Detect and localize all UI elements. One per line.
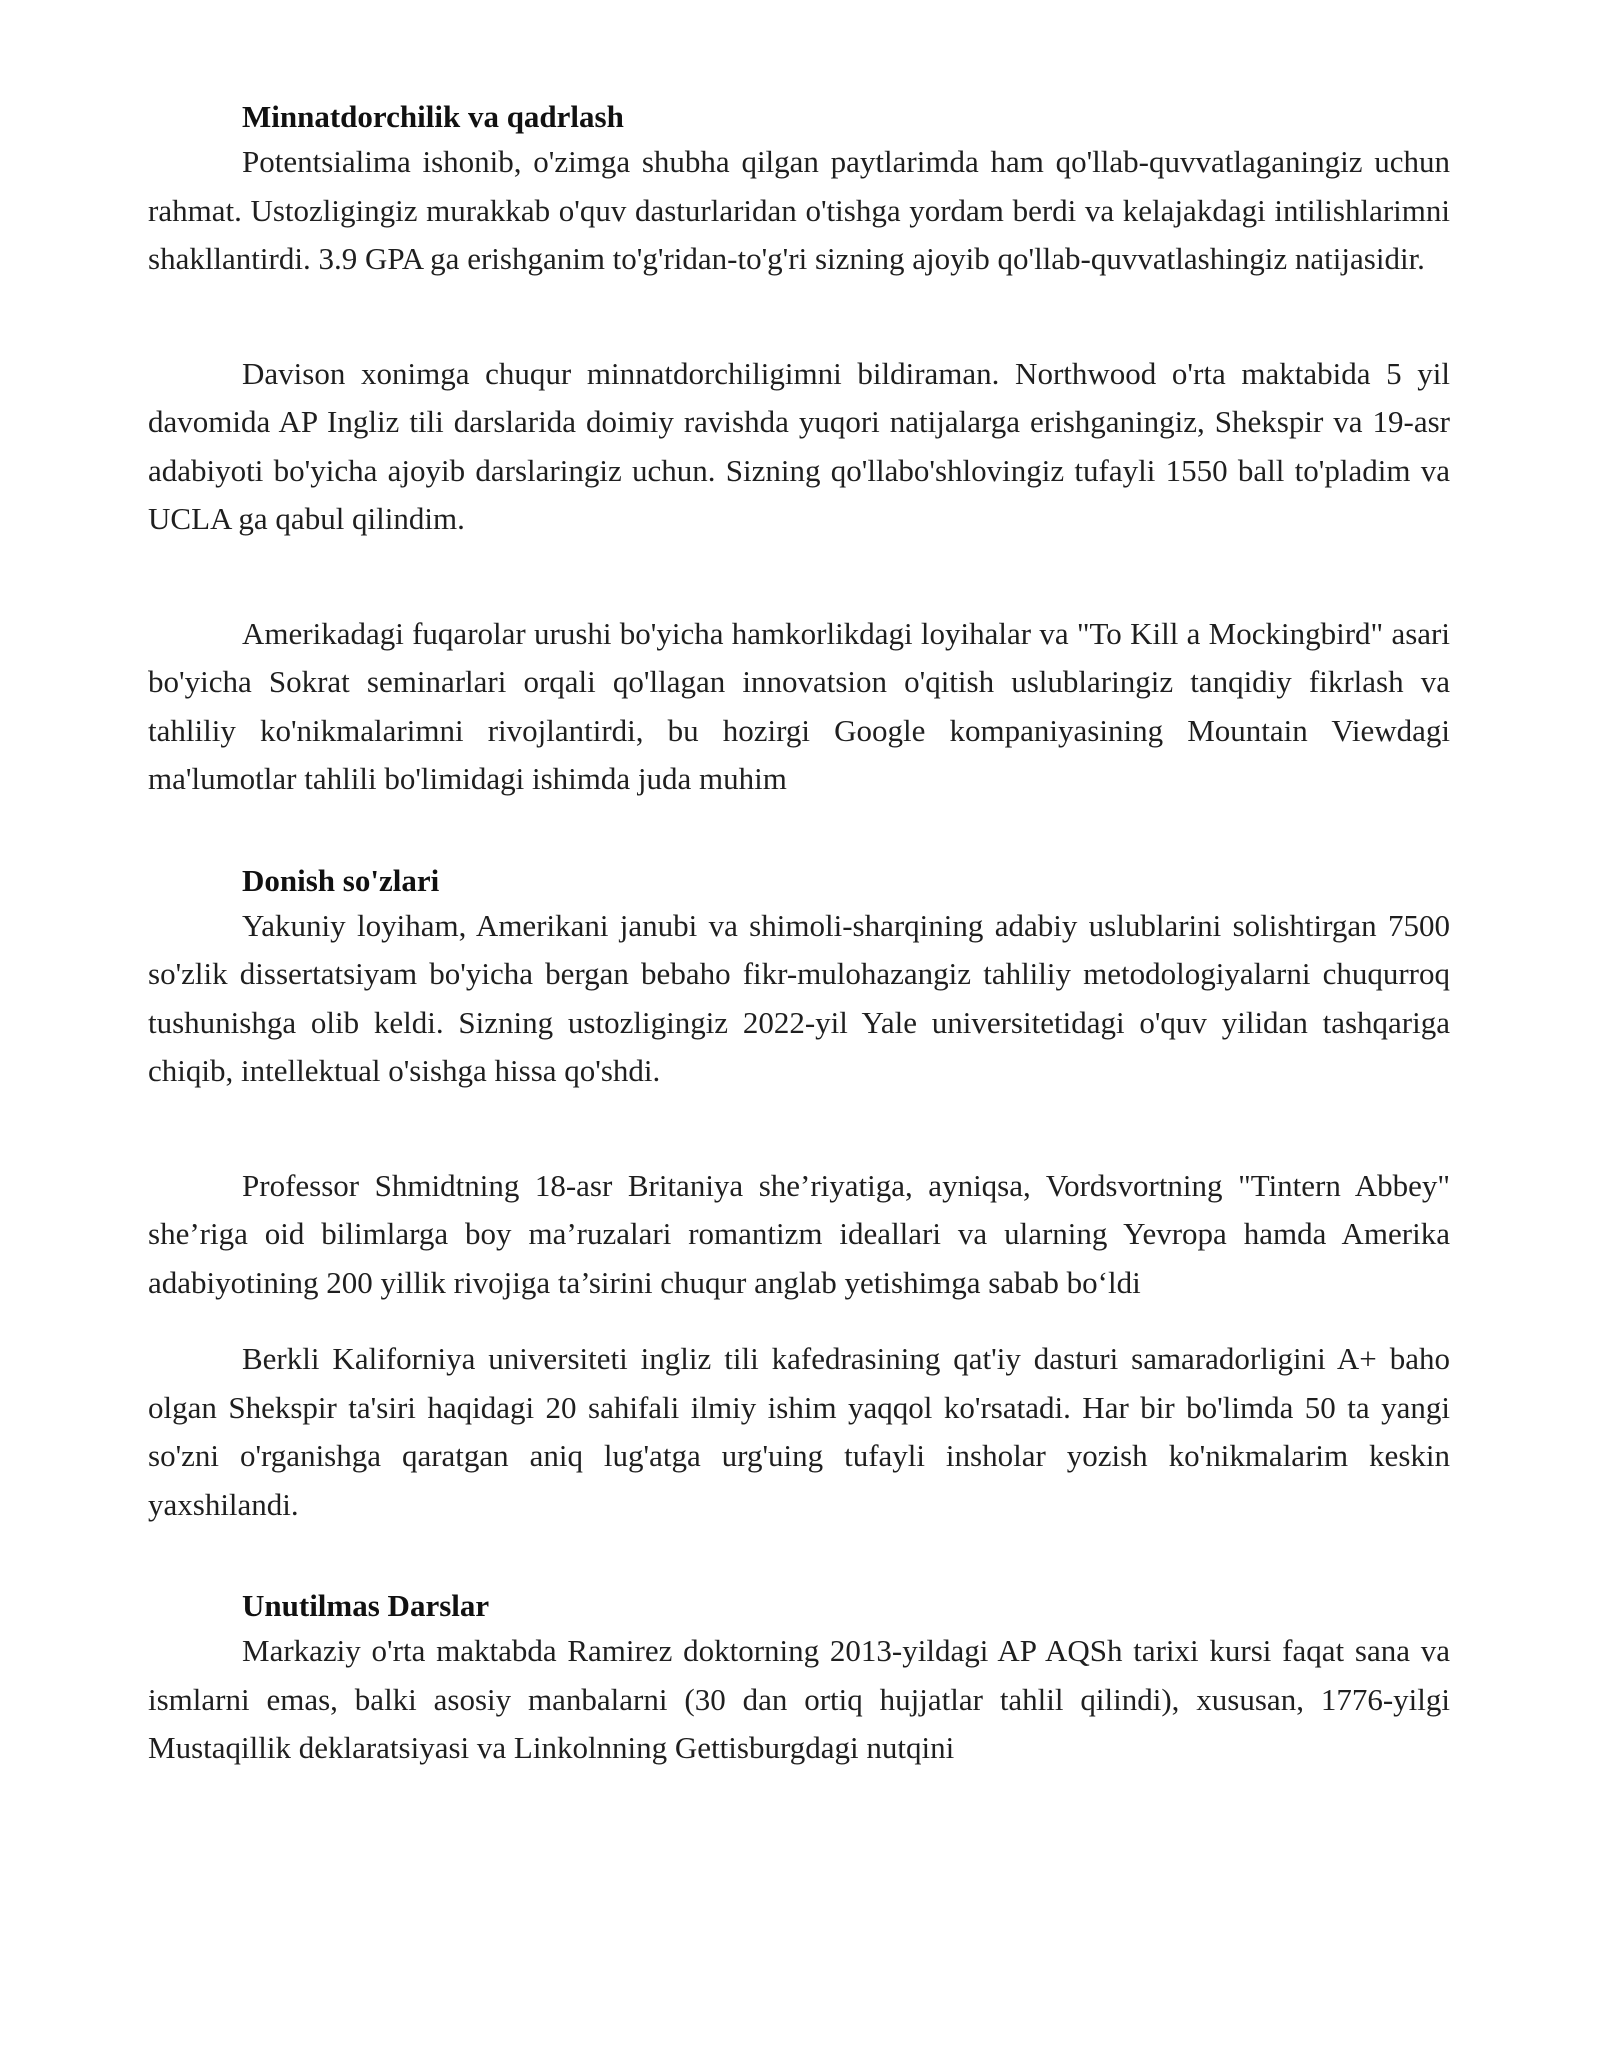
document-page [148,96,1450,1773]
paragraph: Yakuniy loyiham, Amerikani janubi va shimoli-sharqining adabiy uslublarini solishtirgan 7500 so'zlik dissertatsiyam bo'yicha bergan bebaho fikr-mulohazangiz tahliliy metodologiyalarni chuqurroq tushunishga olib keldi. Sizning ustozligingiz 2022-yil Yale universitetidagi o'quv yilidan tashqariga chiqib, intellektual o'sishga hissa qo'shdi. [148,907,1450,1088]
section-heading-lessons: Unutilmas Darslar [242,1588,490,1623]
paragraph: Amerikadagi fuqarolar urushi bo'yicha hamkorlikdagi loyihalar va "To Kill a Mockingbird" asari bo'yicha Sokrat seminarlari orqali qo'llagan innovatsion o'qitish uslublaringiz tanqidiy fikrlash va tahliliy ko'nikmalarimni rivojlantirdi, bu hozirgi Google kompaniyasining Mountain Viewdagi ma'lumotlar tahlili bo'limidagi ishimda juda muhim [148,615,1450,796]
section-heading-gratitude: Minnatdorchilik va qadrlash [242,99,624,134]
paragraph: Berkli Kaliforniya universiteti ingliz tili kafedrasining qat'iy dasturi samaradorligini A+ baho olgan Shekspir ta'siri haqidagi 20 sahifali ilmiy ishim yaqqol ko'rsatadi. Har bir bo'limda 50 ta yangi so'zni o'rganishga qaratgan aniq lug'atga urg'uing tufayli insholar yozish ko'nikmalarim keskin yaxshilandi. [148,1341,1450,1522]
paragraph-spacer [148,1307,1450,1335]
paragraph: Potentsialima ishonib, o'zimga shubha qilgan paytlarimda ham qo'llab-quvvatlaganingiz uchun rahmat. Ustozligingiz murakkab o'quv dasturlaridan o'tishga yordam berdi va kelajakdagi intilishlarimni shakllantirdi. 3.9 GPA ga erishganim to'g'ridan-to'g'ri sizning ajoyib qo'llab-quvvatlashingiz natijasidir. [148,144,1450,276]
section-heading-wisdom: Donish so'zlari [242,862,440,898]
paragraph: Professor Shmidtning 18-asr Britaniya she’riyatiga, ayniqsa, Vordsvortning "Tintern Abbey" she’riga oid bilimlarga boy ma’ruzalari romantizm ideallari va ularning Yevropa hamda Amerika adabiyotining 200 yillik rivojiga ta’sirini chuqur anglab yetishimga sabab bo‘ldi [148,1167,1450,1300]
paragraph-spacer [148,544,1450,610]
paragraph-spacer [148,1096,1450,1162]
section-spacer [148,804,1450,860]
paragraph: Markaziy o'rta maktabda Ramirez doktorning 2013-yildagi AP AQSh tarixi kursi faqat sana va ismlarni emas, balki asosiy manbalarni (30 dan ortiq hujjatlar tahlil qilindi), xususan, 1776-yilgi Mustaqillik deklaratsiyasi va Linkolnning Gettisburgdagi nutqini [148,1633,1450,1765]
paragraph: Davison xonimga chuqur minnatdorchiligimni bildiraman. Northwood o'rta maktabida 5 yil davomida AP Ingliz tili darslarida doimiy ravishda yuqori natijalarga erishganingiz, Shekspir va 19-asr adabiyoti bo'yicha ajoyib darslaringiz uchun. Sizning qo'llabo'shlovingiz tufayli 1550 ball to'pladim va UCLA ga qabul qilindim. [148,355,1450,536]
section-spacer [148,1529,1450,1585]
paragraph-spacer [148,284,1450,350]
